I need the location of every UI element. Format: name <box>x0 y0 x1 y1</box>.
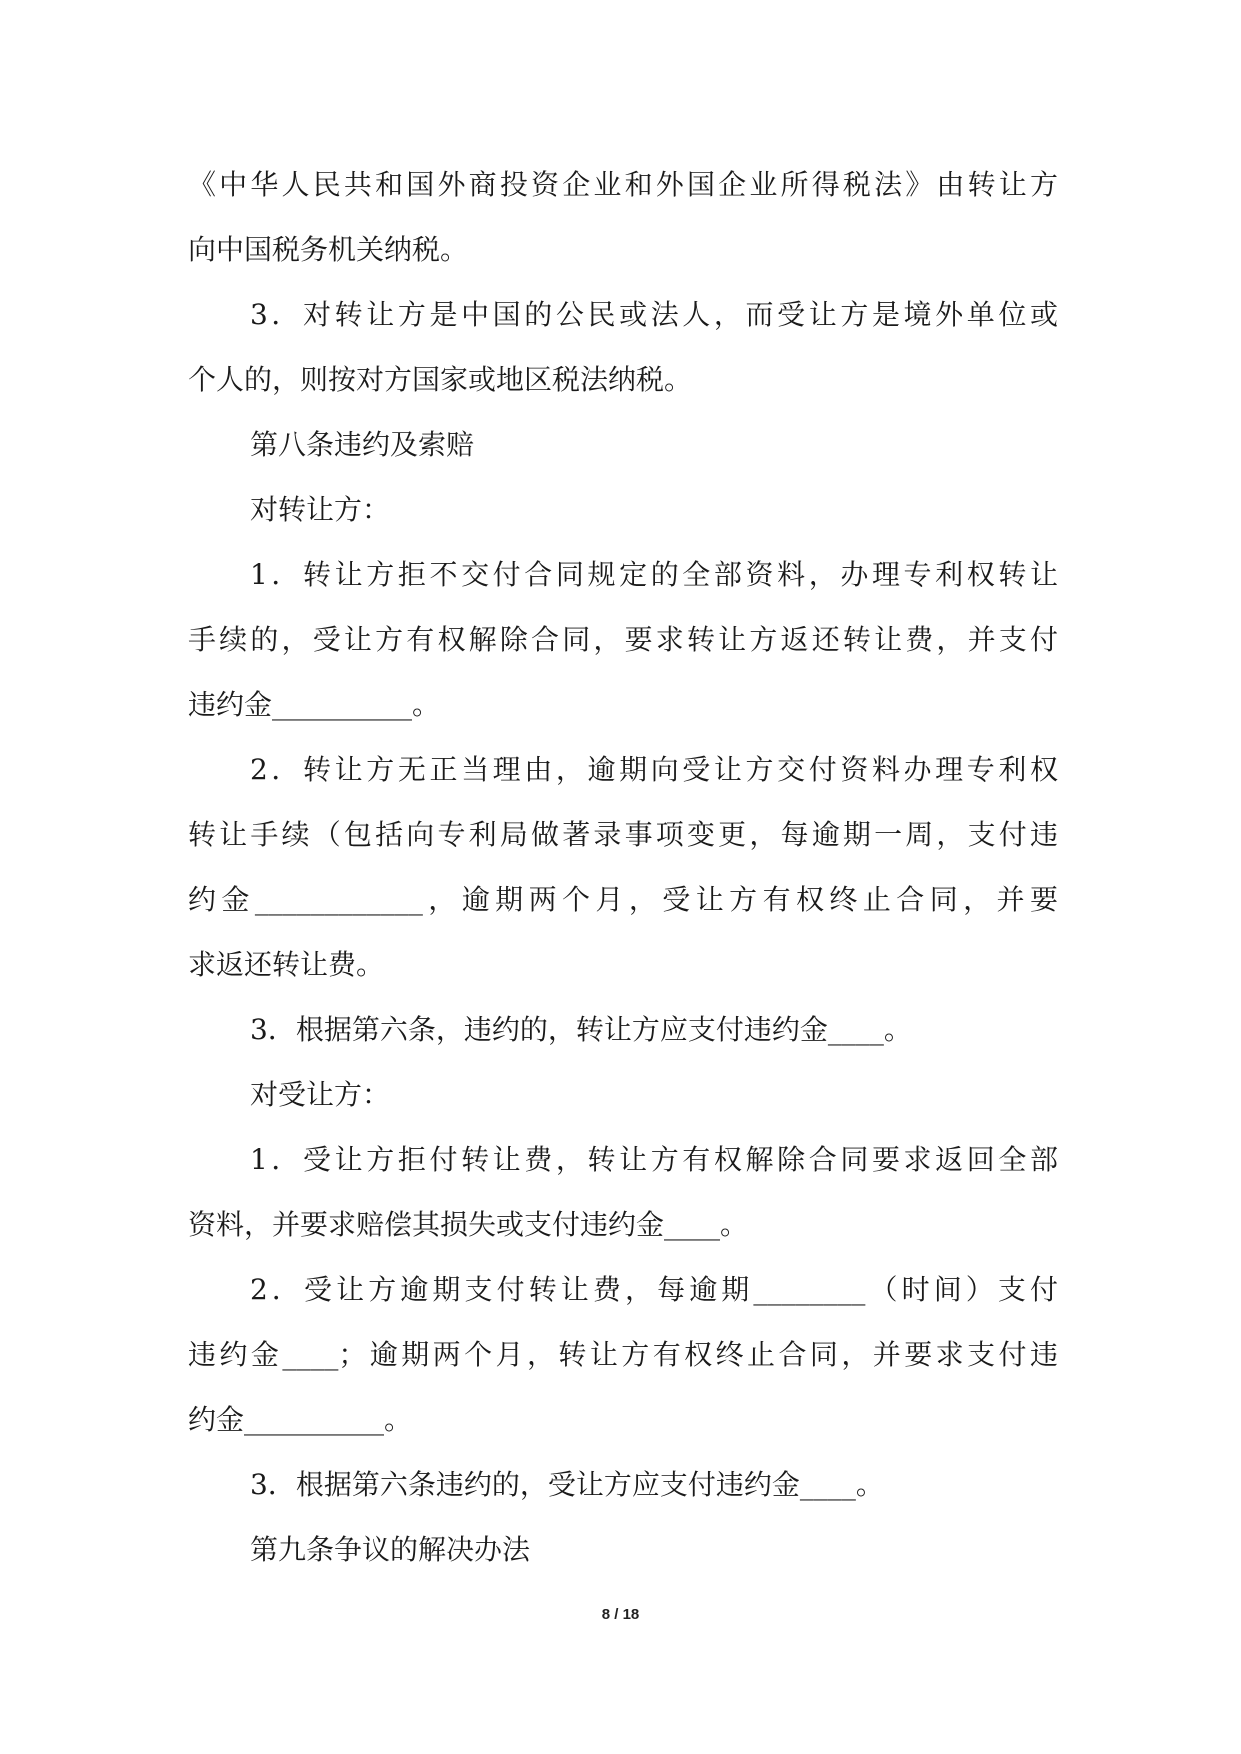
paragraph-line: 违约金__________。 <box>188 688 441 721</box>
paragraph-line: 资料，并要求赔偿其损失或支付违约金____。 <box>188 1208 749 1241</box>
subheading: 对转让方： <box>250 493 391 526</box>
page-number: 8 / 18 <box>601 1606 640 1623</box>
paragraph-line: 2．转让方无正当理由，逾期向受让方交付资料办理专利权 <box>250 753 1058 786</box>
paragraph-line: 2．受让方逾期支付转让费，每逾期________（时间）支付 <box>250 1273 1058 1306</box>
paragraph-line: 1．受让方拒付转让费，转让方有权解除合同要求返回全部 <box>250 1143 1058 1176</box>
document-body <box>188 152 1058 1582</box>
paragraph-line: 3．根据第六条违约的，受让方应支付违约金____。 <box>250 1468 884 1501</box>
paragraph-line: 手续的，受让方有权解除合同，要求转让方返还转让费，并支付 <box>188 623 1058 656</box>
section-heading: 第九条争议的解决办法 <box>250 1533 531 1566</box>
subheading: 对受让方： <box>250 1078 391 1111</box>
paragraph-line: 转让手续（包括向专利局做著录事项变更，每逾期一周，支付违 <box>188 818 1058 851</box>
paragraph-line: 《中华人民共和国外商投资企业和外国企业所得税法》由转让方 <box>188 168 1058 201</box>
paragraph-line: 约金____________，逾期两个月，受让方有权终止合同，并要 <box>188 883 1058 916</box>
paragraph-line: 违约金____；逾期两个月，转让方有权终止合同，并要求支付违 <box>188 1338 1058 1371</box>
paragraph-line: 3．根据第六条，违约的，转让方应支付违约金____。 <box>250 1013 912 1046</box>
paragraph-line: 3．对转让方是中国的公民或法人，而受让方是境外单位或 <box>250 298 1058 331</box>
paragraph-line: 约金__________。 <box>188 1403 413 1436</box>
section-heading: 第八条违约及索赔 <box>250 428 475 461</box>
paragraph-line: 1．转让方拒不交付合同规定的全部资料，办理专利权转让 <box>250 558 1058 591</box>
paragraph-line: 求返还转让费。 <box>188 948 385 981</box>
paragraph-line: 个人的，则按对方国家或地区税法纳税。 <box>188 363 693 396</box>
paragraph-line: 向中国税务机关纳税。 <box>188 233 469 266</box>
